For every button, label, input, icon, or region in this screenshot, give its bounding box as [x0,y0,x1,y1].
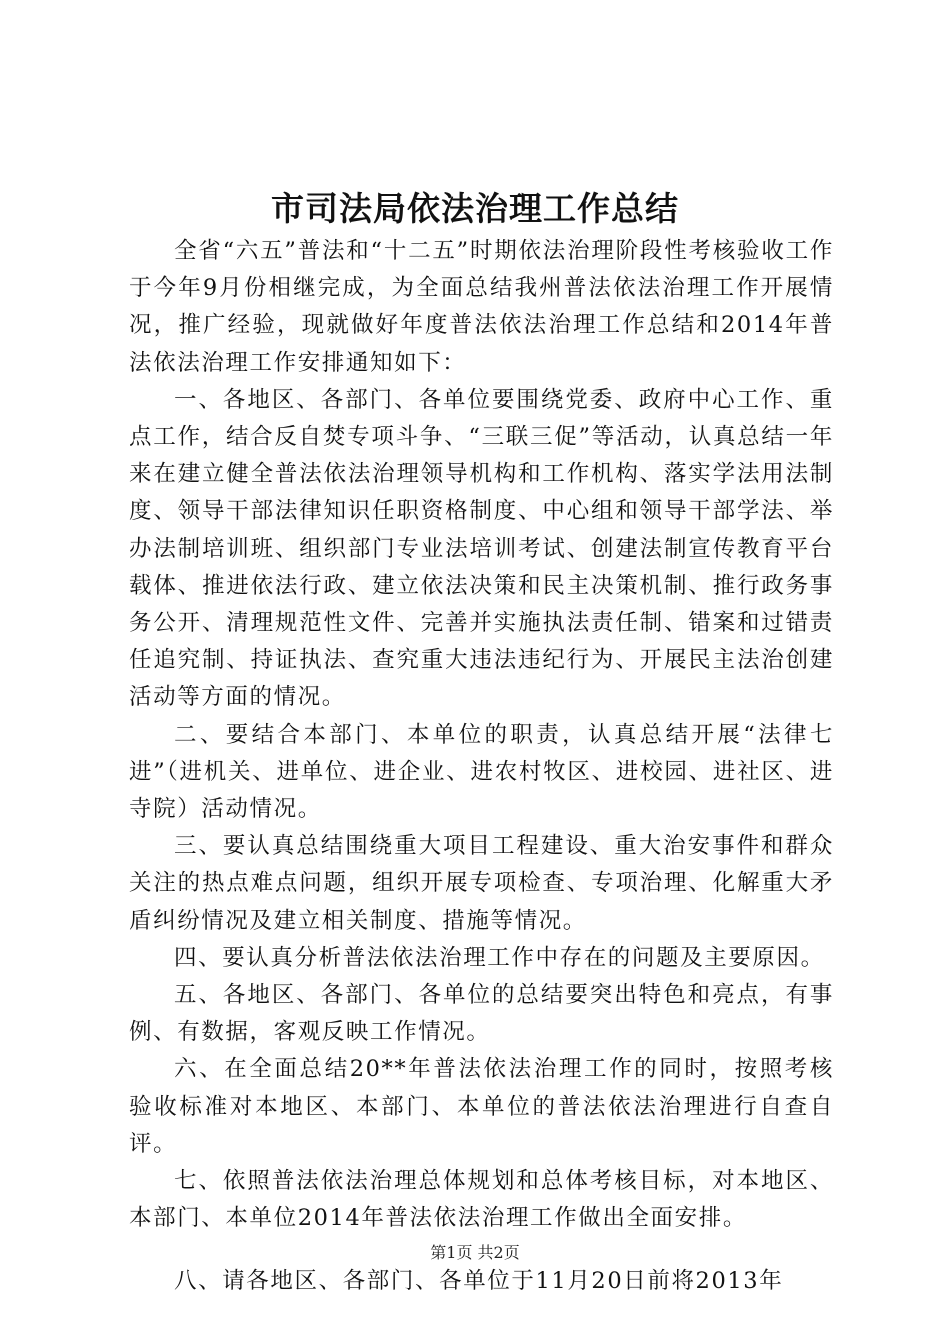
page-number-footer: 第1页 共2页 [430,1243,520,1262]
intro-paragraph: 全省“六五”普法和“十二五”时期依法治理阶段性考核验收工作于今年9月份相继完成，为全面总结我州普法依法治理工作开展情况，推广经验，现就做好年度普法依法治理工作总结和2014年普法依法治理工作安排通知如下： [129,238,834,376]
item-8-paragraph: 八、请各地区、各部门、各单位于11月20日前将2013年 [174,1268,784,1295]
item-5-paragraph: 五、各地区、各部门、各单位的总结要突出特色和亮点，有事例、有数据，客观反映工作情况。 [129,982,834,1046]
item-6-paragraph: 六、在全面总结20**年普法依法治理工作的同时，按照考核验收标准对本地区、本部门、本单位的普法依法治理进行自查自评。 [129,1056,834,1157]
item-1-paragraph: 一、各地区、各部门、各单位要围绕党委、政府中心工作、重点工作，结合反自焚专项斗争、“三联三促”等活动，认真总结一年来在建立健全普法依法治理领导机构和工作机构、落实学法用法制度、领导干部法律知识任职资格制度、中心组和领导干部学法、举办法制培训班、组织部门专业法培训考试、创建法制宣传教育平台载体、推进依法行政、建立依法决策和民主决策机制、推行政务事务公开、清理规范性文件、完善并实施执法责任制、错案和过错责任追究制、持证执法、查究重大违法违纪行为、开展民主法治创建活动等方面的情况。 [129,386,834,711]
item-2-paragraph: 二、要结合本部门、本单位的职责，认真总结开展“法律七进”（进机关、进单位、进企业、进农村牧区、进校园、进社区、进寺院）活动情况。 [129,721,834,823]
item-4-paragraph: 四、要认真分析普法依法治理工作中存在的问题及主要原因。 [174,944,825,971]
document-title: 市司法局依法治理工作总结 [271,189,679,228]
document-body [129,233,834,1301]
item-3-paragraph: 三、要认真总结围绕重大项目工程建设、重大治安事件和群众关注的热点难点问题，组织开展专项检查、专项治理、化解重大矛盾纠纷情况及建立相关制度、措施等情况。 [129,833,834,934]
item-7-paragraph: 七、依照普法依法治理总体规划和总体考核目标，对本地区、本部门、本单位2014年普法依法治理工作做出全面安排。 [129,1168,834,1232]
